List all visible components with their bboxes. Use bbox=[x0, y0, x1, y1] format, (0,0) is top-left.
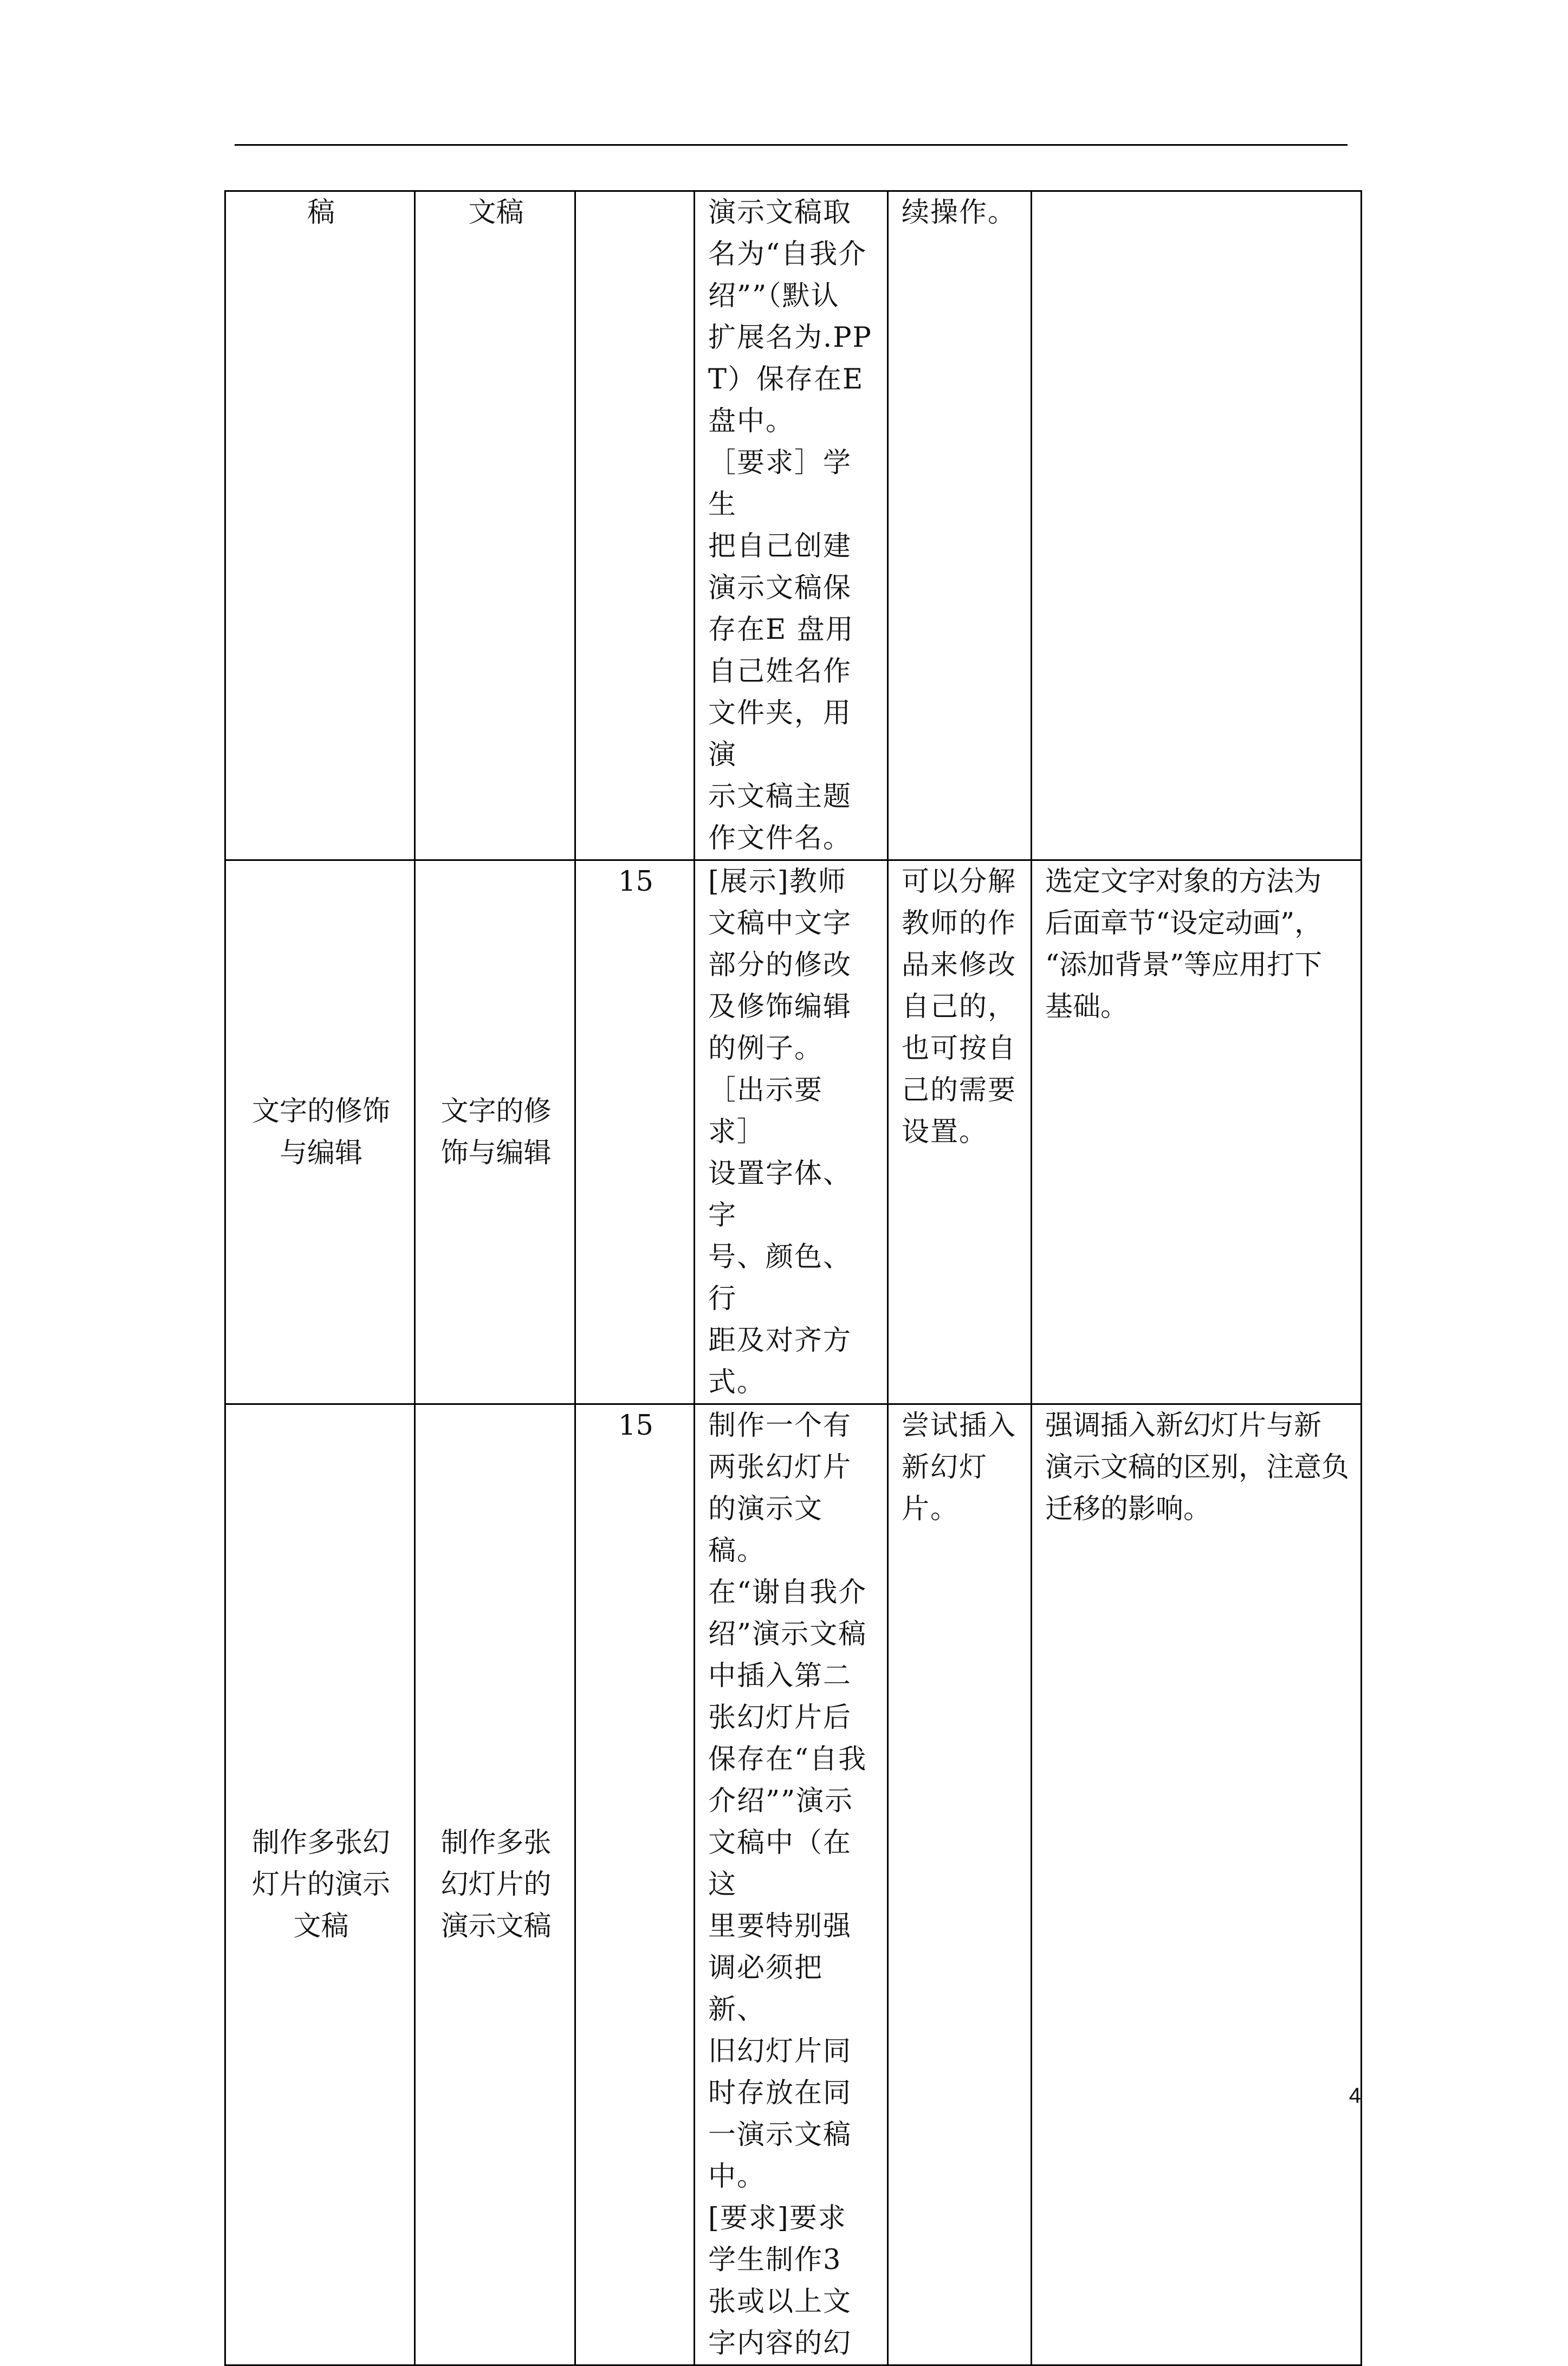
page-number: 4 bbox=[1349, 2084, 1361, 2108]
student-activity-cell bbox=[888, 860, 1032, 1404]
teacher-activity-cell bbox=[695, 191, 888, 860]
stage-cell bbox=[225, 191, 415, 860]
teacher-activity-cell bbox=[695, 1404, 888, 2365]
student-activity-text: 续操作。 bbox=[902, 197, 1017, 229]
student-activity-text: 尝试插入 新幻灯片。 bbox=[902, 1410, 1017, 1525]
table-row bbox=[225, 191, 1362, 860]
intent-cell bbox=[1032, 1404, 1362, 2365]
teacher-activity-paragraph: [要求]要求 学生制作3 张或以上文 字内容的幻 bbox=[708, 2202, 852, 2359]
teacher-activity-paragraph: [展示]教师 文稿中文字 部分的修改 及修饰编辑 的例子。 bbox=[708, 866, 852, 1065]
intent-text: 选定文字对象的方法为 后面章节“设定动画”， “添加背景”等应用打下 基础。 bbox=[1045, 866, 1323, 1023]
lesson-plan-table bbox=[224, 190, 1362, 2366]
content-text: 文稿 bbox=[468, 197, 524, 229]
teacher-activity-paragraph: ［出示要求］ 设置字体、字 号、颜色、行 距及对齐方 式。 bbox=[708, 1074, 852, 1398]
stage-text: 制作多张幻 灯片的演示 文稿 bbox=[251, 1827, 390, 1942]
time-text: 15 bbox=[618, 1410, 653, 1442]
intent-cell bbox=[1032, 860, 1362, 1404]
student-activity-cell bbox=[888, 191, 1032, 860]
header-rule bbox=[235, 144, 1347, 146]
intent-text: 强调插入新幻灯片与新 演示文稿的区别，注意负 迁移的影响。 bbox=[1045, 1410, 1350, 1525]
time-cell bbox=[575, 191, 695, 860]
teacher-activity-cell bbox=[695, 860, 888, 1404]
content-text: 文字的修 饰与编辑 bbox=[440, 1095, 552, 1169]
content-cell bbox=[415, 860, 575, 1404]
stage-cell bbox=[225, 860, 415, 1404]
content-cell bbox=[415, 191, 575, 860]
teacher-activity-paragraph: 制作一个有 两张幻灯片 的演示文稿。 在“谢自我介 绍”演示文稿 中插入第二 张幻灯片后 保存在“自我 介绍””演示 文稿中（在这 里要特别强 调必须把新、 旧幻灯片同 时存放在同 一演示文稿 中。 bbox=[708, 1410, 867, 2193]
student-activity-cell bbox=[888, 1404, 1032, 2365]
time-cell bbox=[575, 1404, 695, 2365]
table-row bbox=[225, 1404, 1362, 2365]
stage-text: 文字的修饰 与编辑 bbox=[251, 1095, 390, 1169]
table-row bbox=[225, 860, 1362, 1404]
teacher-activity-paragraph: 演示文稿取 名为“自我介 绍””（默认 扩展名为.PP T）保存在E 盘中。 bbox=[708, 197, 872, 437]
intent-cell bbox=[1032, 191, 1362, 860]
content-text: 制作多张 幻灯片的 演示文稿 bbox=[440, 1827, 552, 1942]
teacher-activity-paragraph: ［要求］学生 把自己创建 演示文稿保 存在E 盘用 自己姓名作 文件夹，用演 示文稿主题 作文件名。 bbox=[708, 447, 854, 854]
stage-cell bbox=[225, 1404, 415, 2365]
stage-text: 稿 bbox=[307, 197, 335, 229]
content-cell bbox=[415, 1404, 575, 2365]
time-text: 15 bbox=[618, 866, 653, 898]
time-cell bbox=[575, 860, 695, 1404]
student-activity-text: 可以分解 教师的作 品来修改 自己的， 也可按自 己的需要 设置。 bbox=[902, 866, 1017, 1148]
